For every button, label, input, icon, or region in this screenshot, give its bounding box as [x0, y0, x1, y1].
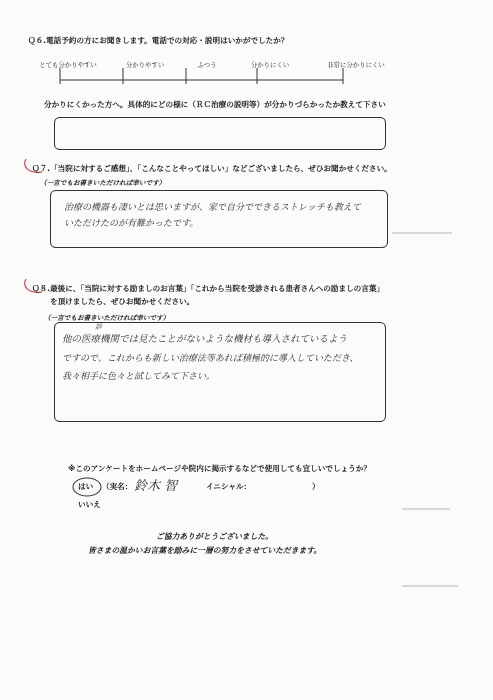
q6-follow-up: 分かりにくかった方へ。具体的にどの様に（ＲＣ治療の説明等）が分かりづらかったか教えて下さい	[44, 100, 386, 109]
scan-artifact	[392, 232, 452, 234]
q8-hint: （一言でもお書きいただければ幸いです）	[44, 314, 170, 322]
q8-answer-line: 我々相手に色々と試してみて下さい。	[62, 372, 216, 382]
scan-artifact	[402, 508, 450, 510]
q8-answer-line: ですので、これからも新しい治療法等あれば積極的に導入していただき、	[62, 354, 359, 364]
q7-question: Ｑ７.「当院に対するご感想」、「こんなことやってほしい」などございましたら、ぜひお聞かせください。	[32, 164, 392, 173]
consent-name-open: （実名：	[102, 482, 133, 491]
q6-scale-option[interactable]: 非常に分かりにくい	[327, 61, 385, 69]
closing-message: 皆さまの温かいお言葉を励みに一層の努力をさせていただきます。	[88, 546, 322, 555]
q7-answer-line: いただけたのが有難かったです。	[64, 219, 199, 229]
q6-scale-option[interactable]: とても分かりやすい	[39, 61, 97, 69]
consent-name-close: ）	[312, 482, 320, 491]
q7-answer-line: 治療の機器も凄いとは思いますが、家で自分でできるストレッチも教えて	[64, 203, 361, 213]
consent-question: ※このアンケートをホームページや院内に掲示するなどで使用しても宜しいでしょうか？	[68, 464, 371, 473]
consent-no-option[interactable]: いいえ	[78, 500, 101, 509]
q8-question-continued: を頂けましたら、ぜひお聞かせください。	[50, 297, 195, 306]
q8-answer-line: 他の医療機関では見たことがないような機材も導入されているよう	[62, 334, 348, 345]
scan-artifact	[402, 585, 458, 587]
consent-initial-label: イニシャル：	[206, 482, 252, 491]
closing-thanks: ご協力ありがとうございました。	[156, 532, 273, 541]
q8-question: Ｑ８.最後に、「当院に対する励ましのお言葉」「これから当院を受診される患者さんへの励ましの言葉」	[32, 284, 385, 293]
q6-scale-option[interactable]: ふつう	[197, 61, 217, 69]
consent-yes-option[interactable]: はい	[78, 482, 94, 491]
q6-scale-option[interactable]: 分かりにくい	[250, 61, 290, 69]
q8-correction-mark: 診	[95, 323, 102, 331]
q6-scale-option[interactable]: 分かりやすい	[125, 61, 165, 69]
q7-hint: （一言でもお書きいただければ幸いです）	[40, 179, 166, 187]
q6-question: Ｑ６.電話予約の方にお聞きします。電話での対応・説明はいかがでしたか？	[28, 36, 289, 45]
consent-name-value: 鈴木 智	[134, 479, 178, 494]
q6-answer-box[interactable]	[54, 117, 386, 150]
